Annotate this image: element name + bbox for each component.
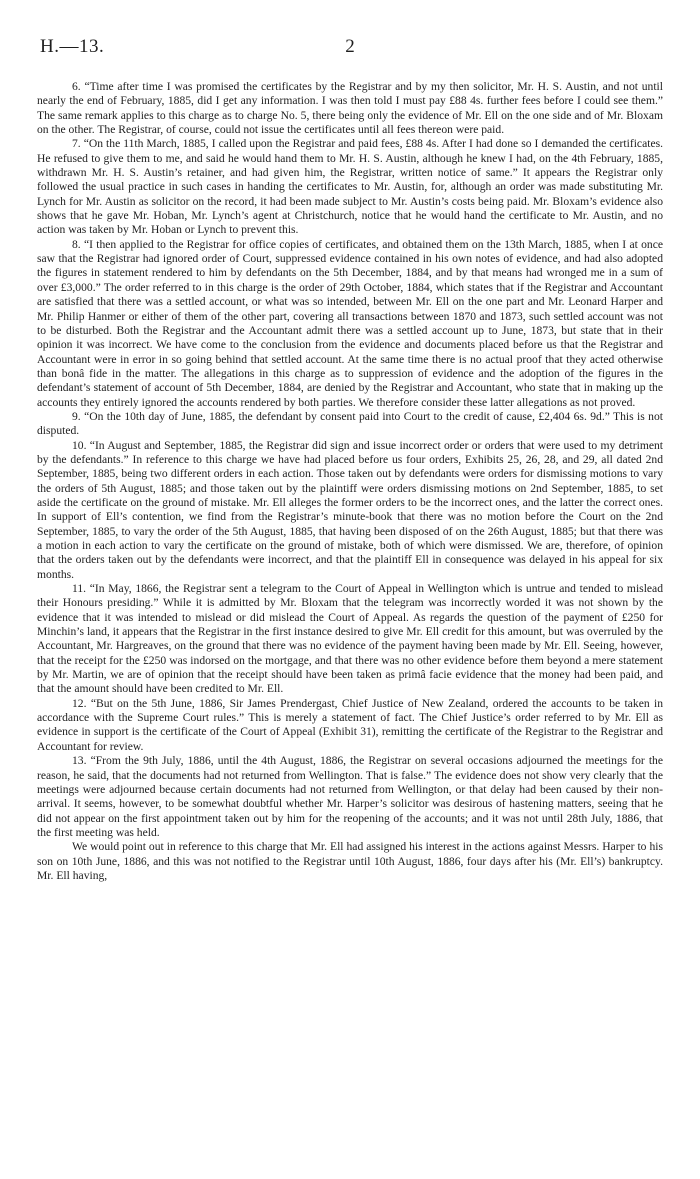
paragraph-6: 6. “Time after time I was promised the certificates by the Registrar and by my then solicitor, Mr. H. S. Austin, and not until nearly the end of February, 1885, did I get any information. I was then told I must pay £88 4s. further fees before I could see them.” The same remark applies to this charge as to charge No. 5, there being only the evidence of Mr. Ell on the one side and of Mr. Bloxam on the other. The Registrar, of course, could not issue the certificates until all fees thereon were paid.	[37, 80, 663, 137]
paragraph-13: 13. “From the 9th July, 1886, until the 4th August, 1886, the Registrar on several occasions adjourned the meetings for the reason, he said, that the documents had not returned from Wellington. That is false.” The evidence does not show very clearly that the meetings were adjourned because certain documents had not returned from Wellington, or that delay had been caused by their non-arrival. It seems, however, to be somewhat doubtful whether Mr. Harper’s solicitor was desirous of hastening matters, seeing that he did not appear on the first appointment taken out by him for the reopening of the accounts; and it was not until 28th July, 1886, that the first meeting was held.	[37, 754, 663, 839]
document-body	[37, 80, 663, 883]
page-header	[40, 36, 660, 62]
paragraph-7: 7. “On the 11th March, 1885, I called upon the Registrar and paid fees, £88 4s. After I had done so I demanded the certificates. He refused to give them to me, and said he would hand them to Mr. H. S. Austin, although he knew I had, on the 4th February, 1885, withdrawn Mr. H. S. Austin’s retainer, and had given him, the Registrar, written notice of same.” It appears the Registrar only followed the usual practice in such cases in handing the certificates to Mr. Austin, for, although an order was made substituting Mr. Lynch for Mr. Austin as solicitor on the record, it had been made subject to Mr. Austin’s costs being paid. Mr. Bloxam’s evidence also shows that he gave Mr. Hoban, Mr. Lynch’s agent at Christchurch, notice that he would hand the certificate to Mr. Austin, and no action was taken by Mr. Hoban or Lynch to prevent this.	[37, 137, 663, 237]
paragraph-8: 8. “I then applied to the Registrar for office copies of certificates, and obtained them on the 13th March, 1885, when I at once saw that the Registrar had ignored order of Court, suppressed evidence contained in his own notes of evidence, and had also adopted the figures in statement rendered to him by defendants on the 5th December, 1884, and by that means had wronged me in a sum of over £3,000.” The order referred to in this charge is the order of 29th October, 1884, which states that if the Registrar and Accountant are satisfied that there was a settled account, or what was so intended, between Mr. Ell on the one part and Mr. Leonard Harper and Mr. Philip Hanmer or either of them of the other part, covering all transactions between 1870 and 1873, such settled account was not to be disturbed. Both the Registrar and the Accountant admit there was a settled account up to June, 1873, but state that in their opinion it was incorrect. We have come to the conclusion from the evidence and documents placed before us that the Registrar and Accountant were in error in so going behind that settled account. At the same time there is no actual proof that they acted otherwise than bonâ fide in the matter. The allegations in this charge as to suppression of evidence and the adoption of the figures in the defendant’s statement of account of 5th December, 1884, are denied by the Registrar and Accountant, who state that in making up the accounts they entirely ignored the accounts rendered by both parties. We therefore consider these latter allegations as not proved.	[37, 237, 663, 409]
paragraph-11: 11. “In May, 1866, the Registrar sent a telegram to the Court of Appeal in Wellington which is untrue and tended to mislead their Honours presiding.” While it is admitted by Mr. Bloxam that the telegram was incorrectly worded it was not shown by the evidence that it was intended to mislead or did mislead the Court of Appeal. As regards the question of the payment of £250 for Minchin’s land, it appears that the Registrar in the first instance desired to give Mr. Ell credit for this amount, but was overruled by the Accountant, Mr. Hargreaves, on the ground that there was no evidence of the payment having been made by Mr. Ell. Seeing, however, that the receipt for the £250 was indorsed on the mortgage, and that there was no other evidence before them beyond a mere statement by Mr. Martin, we are of opinion that the receipt should have been taken as primâ facie evidence that the money had been paid, and that the amount should have been credited to Mr. Ell.	[37, 582, 663, 696]
paragraph-12: 12. “But on the 5th June, 1886, Sir James Prendergast, Chief Justice of New Zealand, ordered the accounts to be taken in accordance with the Supreme Court rules.” This is merely a statement of fact. The Chief Justice’s order referred to by Mr. Ell as evidence in support is the certificate of the Court of Appeal (Exhibit 31), remitting the certificate of the Registrar to the Registrar and Accountant for review.	[37, 696, 663, 753]
paragraph-9: 9. “On the 10th day of June, 1885, the defendant by consent paid into Court to the credit of cause, £2,404 6s. 9d.” This is not disputed.	[37, 409, 663, 438]
page-number: 2	[345, 36, 355, 57]
paragraph-continuation: We would point out in reference to this charge that Mr. Ell had assigned his interest in the actions against Messrs. Harper to his son on 10th June, 1886, and this was not notified to the Registrar until 10th August, 1886, four days after his (Mr. Ell’s) bankruptcy. Mr. Ell having,	[37, 840, 663, 882]
paragraph-10: 10. “In August and September, 1885, the Registrar did sign and issue incorrect order or orders that were used to my detriment by the defendants.” In reference to this charge we have had placed before us four orders, Exhibits 25, 26, 28, and 29, all dated 2nd September, 1885, being two different orders in each action. Those taken out by defendants were orders for dismissing motions to vary the orders of 5th August, 1885; and those taken out by the plaintiff were orders dismissing motions on 2nd September, 1885, to set aside the certificate on the ground of mistake. Mr. Ell alleges the former orders to be the incorrect ones, and the latter the correct ones. In support of Ell’s contention, we find from the Registrar’s minute-book that there was no motion before the Court on the 2nd September, 1885, to vary the order of the 5th August, 1885, that having been disposed of on the 26th August, 1885; but that there was a motion in each action to vary the certificate on the ground of mistake, both of which were dismissed. We are, therefore, of opinion that the orders taken out by the defendants were incorrect, and that the plaintiff Ell in consequence was delayed in his appeal for six months.	[37, 438, 663, 581]
document-reference: H.—13.	[40, 36, 105, 57]
